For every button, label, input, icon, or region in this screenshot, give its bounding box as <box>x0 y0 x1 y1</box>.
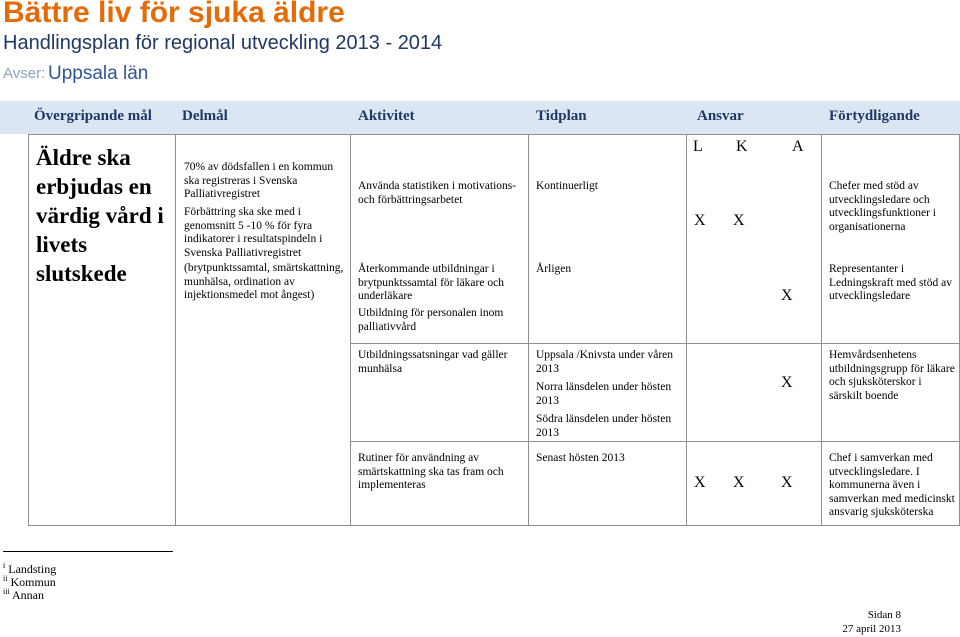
lka-header-k: K <box>736 138 748 155</box>
footnote-1: $^i$ Landsting <box>3 561 57 576</box>
mark-row-4-l: X <box>694 474 706 491</box>
clarification-row-3: Hemvårdsenhetens utbildningsgrupp för läkare och sjuksköterskor i särskilt boende <box>829 349 955 402</box>
column-divider <box>686 134 687 526</box>
column-divider <box>350 134 351 526</box>
activity-row-2-extra: Utbildning för personalen inom palliativvård <box>358 307 504 333</box>
schedule-row-3-sodra: Södra länsdelen under hösten 2013 <box>536 413 672 439</box>
row-divider <box>350 343 960 344</box>
overall-goal-text: Äldre ska erbjudas en värdig vård i livets slutskede <box>36 145 164 286</box>
page-number: Sidan 8 <box>867 609 901 621</box>
schedule-row-1: Kontinuerligt <box>536 180 598 192</box>
sub-goal-3: (brytpunktssamtal, smärtskattning, munhälsa, ordination av injektionsmedel mot ångest) <box>184 262 344 301</box>
column-header-sub-goal: Delmål <box>182 108 228 124</box>
document-title: Bättre liv för sjuka äldre <box>3 0 345 29</box>
schedule-row-3-norra: Norra länsdelen under hösten 2013 <box>536 381 672 407</box>
mark-row-1-k: X <box>733 212 745 229</box>
mark-row-2-a: X <box>781 287 793 304</box>
avser-label: Avser: <box>3 65 46 82</box>
column-header-schedule: Tidplan <box>536 108 587 124</box>
sub-goal-1: 70% av dödsfallen i en kommun ska registreras i Svenska Palliativregistret <box>184 161 334 200</box>
mark-row-4-k: X <box>733 474 745 491</box>
footnote-3: $^{iii}$ Annan <box>3 587 45 602</box>
avser-value: Uppsala län <box>48 63 149 84</box>
schedule-row-3-uppsala: Uppsala /Knivsta under våren 2013 <box>536 349 674 375</box>
document-subtitle: Handlingsplan för regional utveckling 2013 - 2014 <box>3 32 443 54</box>
activity-row-4: Rutiner för användning av smärtskattning ska tas fram och implementeras <box>358 452 504 491</box>
footnote-2: $^{ii}$ Kommun <box>3 574 56 589</box>
activity-row-2: Återkommande utbildningar i brytpunktssamtal för läkare och underläkare <box>358 263 504 302</box>
footer-date: 27 april 2013 <box>842 623 901 635</box>
lka-header-l: L <box>693 138 703 155</box>
column-header-activity: Aktivitet <box>358 108 415 124</box>
lka-header-a: A <box>792 138 804 155</box>
activity-row-3: Utbildningssatsningar vad gäller munhälsa <box>358 349 508 375</box>
mark-row-1-l: X <box>694 212 706 229</box>
column-header-overall-goal: Övergripande mål <box>34 108 152 124</box>
clarification-row-1: Chefer med stöd av utvecklingsledare och utvecklingsfunktioner i organisationerna <box>829 180 936 233</box>
column-divider <box>821 134 822 526</box>
clarification-row-4: Chef i samverkan med utvecklingsledare. I kommunerna även i samverkan med medicinskt ansvarig sjuksköterska <box>829 452 955 518</box>
column-header-clarification: Förtydligande <box>829 108 920 124</box>
clarification-row-2: Representanter i Ledningskraft med stöd av utvecklingsledare <box>829 263 952 302</box>
schedule-row-4: Senast hösten 2013 <box>536 452 625 464</box>
mark-row-4-a: X <box>781 474 793 491</box>
row-divider <box>350 441 960 442</box>
activity-row-1: Använda statistiken i motivations- och förbättringsarbetet <box>358 180 517 206</box>
column-divider <box>528 134 529 526</box>
footnote-separator <box>3 551 173 552</box>
column-header-responsibility: Ansvar <box>697 108 744 124</box>
sub-goal-2: Förbättring ska ske med i genomsnitt 5 -10 % för fyra indikatorer i resultatspindeln i Svenska Palliativregistret <box>184 206 323 259</box>
mark-row-3-a: X <box>781 374 793 391</box>
schedule-row-2: Årligen <box>536 263 572 275</box>
